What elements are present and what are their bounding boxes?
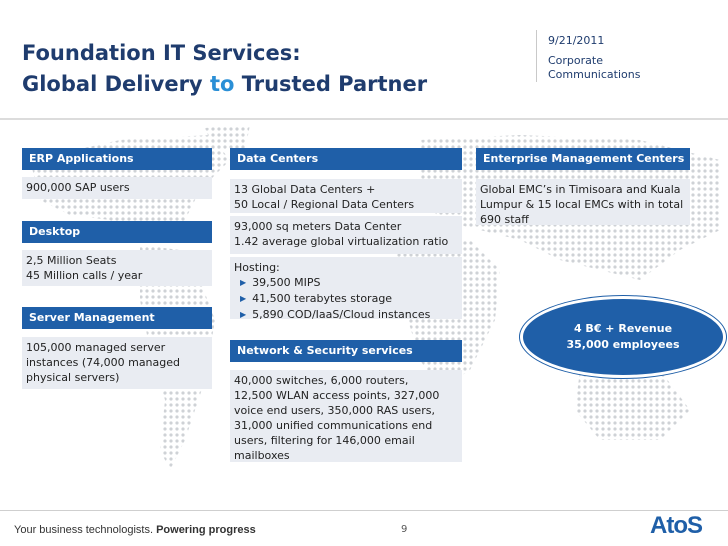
revenue-oval bbox=[520, 296, 726, 378]
tagline-b: Powering progress bbox=[156, 524, 256, 536]
desktop-calls: 45 Million calls / year bbox=[26, 269, 143, 282]
page-title bbox=[22, 38, 427, 100]
emc-line-2: Lumpur & 15 local EMCs with in total bbox=[480, 198, 684, 211]
network-line: users, filtering for 146,000 email bbox=[234, 434, 415, 447]
footer-rule bbox=[0, 510, 728, 511]
hosting-label: Hosting: bbox=[234, 261, 280, 274]
server-line-3: physical servers) bbox=[26, 371, 120, 384]
dc-local-count: 50 Local / Regional Data Centers bbox=[234, 198, 415, 211]
date-label: 9/21/2011 bbox=[548, 34, 605, 47]
title-accent-word: to bbox=[209, 72, 235, 96]
title-line-2b: Trusted Partner bbox=[234, 72, 428, 96]
desktop-body bbox=[22, 250, 212, 286]
network-body bbox=[230, 370, 462, 462]
dept-line-2: Communications bbox=[548, 68, 641, 81]
dept-line-1: Corporate bbox=[548, 54, 603, 67]
desktop-header: Desktop bbox=[22, 221, 212, 243]
emc-body bbox=[476, 179, 690, 225]
emc-line-1: Global EMC’s in Timisoara and Kuala bbox=[480, 183, 681, 196]
employees-text: 35,000 employees bbox=[566, 338, 680, 351]
network-line: 12,500 WLAN access points, 327,000 bbox=[234, 389, 440, 402]
server-header: Server Management bbox=[22, 307, 212, 329]
header-divider bbox=[536, 30, 537, 82]
network-line: 31,000 unified communications end bbox=[234, 419, 433, 432]
network-header: Network & Security services bbox=[230, 340, 462, 362]
footer-tagline bbox=[14, 524, 256, 536]
dc-area: 93,000 sq meters Data Center bbox=[234, 220, 402, 233]
datacenters-count-box bbox=[230, 179, 462, 213]
revenue-text: 4 B€ + Revenue bbox=[573, 322, 673, 335]
network-line: voice end users, 350,000 RAS users, bbox=[234, 404, 435, 417]
hosting-item: ▶ 5,890 COD/IaaS/Cloud instances bbox=[234, 307, 458, 323]
emc-line-3: 690 staff bbox=[480, 213, 529, 226]
erp-header: ERP Applications bbox=[22, 148, 212, 170]
dc-virtualization: 1.42 average global virtualization ratio bbox=[234, 235, 449, 248]
atos-logo: AtoS bbox=[650, 512, 702, 539]
tagline-a: Your business technologists. bbox=[14, 524, 157, 536]
erp-body bbox=[22, 177, 212, 199]
title-line-1: Foundation IT Services: bbox=[22, 41, 301, 65]
network-line: mailboxes bbox=[234, 449, 290, 462]
erp-sap-users: 900,000 SAP users bbox=[26, 181, 130, 194]
hosting-item: ▶ 41,500 terabytes storage bbox=[234, 291, 458, 307]
datacenters-hosting-box bbox=[230, 257, 462, 319]
emc-header: Enterprise Management Centers bbox=[476, 148, 690, 170]
hosting-item: ▶ 39,500 MIPS bbox=[234, 275, 458, 291]
desktop-seats: 2,5 Million Seats bbox=[26, 254, 117, 267]
server-body bbox=[22, 337, 212, 389]
server-line-2: instances (74,000 managed bbox=[26, 356, 181, 369]
page-number: 9 bbox=[401, 524, 408, 535]
datacenters-header: Data Centers bbox=[230, 148, 462, 170]
server-line-1: 105,000 managed server bbox=[26, 341, 166, 354]
title-line-2a: Global Delivery bbox=[22, 72, 210, 96]
dc-global-count: 13 Global Data Centers + bbox=[234, 183, 376, 196]
network-line: 40,000 switches, 6,000 routers, bbox=[234, 374, 409, 387]
datacenters-area-box bbox=[230, 216, 462, 254]
hosting-list bbox=[234, 275, 458, 323]
